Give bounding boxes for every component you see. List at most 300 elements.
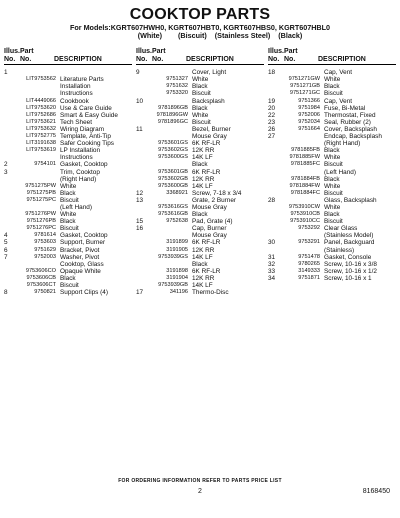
illus-number: 26 <box>268 125 276 133</box>
parts-column-1 <box>4 48 132 296</box>
part-description: Tech Sheet <box>60 118 92 126</box>
part-description: White <box>60 182 77 190</box>
part-number: 9781884FB <box>291 175 320 182</box>
part-description: Cover, Light <box>192 69 227 77</box>
part-number: 9751366 <box>298 97 320 104</box>
part-description: Cap, Vent <box>324 97 353 105</box>
illus-number <box>4 190 14 197</box>
part-number: 9751275PW <box>25 182 56 189</box>
part-description: Smart & Easy Guide <box>60 111 118 119</box>
illus-number: 9 <box>136 69 140 77</box>
illus-number <box>4 105 14 112</box>
part-description: Screw, 10-16 x 1/2 <box>324 267 377 275</box>
part-description: 14K LF <box>192 182 213 190</box>
part-description: White <box>324 154 341 162</box>
parts-rows <box>4 69 132 296</box>
illus-number: 16 <box>136 225 144 233</box>
part-row <box>268 147 396 154</box>
part-number: 9751629 <box>34 246 56 253</box>
part-description: White <box>60 211 77 219</box>
part-number: LIT9753632 <box>26 125 56 132</box>
part-description: 12K RR <box>192 246 215 254</box>
part-description: Black <box>192 260 208 268</box>
part-description: Cookbook <box>60 97 89 105</box>
part-row <box>136 289 264 296</box>
part-number <box>14 154 58 161</box>
part-number <box>278 197 322 204</box>
part-row <box>136 176 264 183</box>
part-row <box>268 239 396 246</box>
part-description: Backsplash <box>192 97 225 105</box>
part-row <box>4 76 132 83</box>
part-number <box>278 133 322 140</box>
illus-number <box>136 268 146 275</box>
part-description: Gasket, Cooktop <box>60 232 108 240</box>
illus-number: 34 <box>268 274 276 282</box>
illus-number <box>4 275 14 282</box>
part-number: 3149333 <box>298 267 320 274</box>
part-row <box>268 197 396 204</box>
part-row <box>4 268 132 275</box>
part-row <box>268 161 396 168</box>
illus-number: 28 <box>268 196 276 204</box>
part-number <box>146 69 190 76</box>
header-part: Part <box>284 48 298 55</box>
part-number <box>278 247 322 254</box>
part-number <box>14 176 58 183</box>
part-description: Black <box>192 83 208 91</box>
part-row <box>268 90 396 97</box>
part-row <box>268 218 396 225</box>
illus-number <box>4 261 14 268</box>
part-number: LIT9753562 <box>26 76 56 83</box>
part-description: Gasket, Console <box>324 253 372 261</box>
part-number: 9753603 <box>34 239 56 246</box>
illus-number <box>136 169 146 176</box>
part-row <box>4 282 132 289</box>
models-header <box>0 24 400 41</box>
illus-number <box>4 83 14 90</box>
illus-number <box>4 119 14 126</box>
part-number: 9781884FW <box>289 182 320 189</box>
illus-number <box>4 211 14 218</box>
part-number: 9753320 <box>166 90 188 97</box>
part-row <box>136 225 264 232</box>
illus-number <box>136 147 146 154</box>
part-row <box>4 239 132 246</box>
part-description: Mouse Gray <box>192 133 227 141</box>
part-row <box>136 133 264 140</box>
part-row <box>268 211 396 218</box>
illus-number: 32 <box>268 260 276 268</box>
part-description: (Right Hand) <box>324 140 361 148</box>
part-number: 9753601GS <box>158 140 188 147</box>
part-row <box>4 176 132 183</box>
part-description: Black <box>324 83 340 91</box>
illus-number <box>268 247 278 254</box>
illus-number <box>4 133 14 140</box>
illus-number <box>4 183 14 190</box>
header-illus-no: No. <box>268 55 280 63</box>
part-row <box>268 105 396 112</box>
illus-number <box>136 232 146 239</box>
part-number: 9751664 <box>298 125 320 132</box>
part-row <box>4 140 132 147</box>
part-description: Black <box>192 161 208 169</box>
part-description: Pad, Grate (4) <box>192 218 233 226</box>
part-number: 9753291 <box>298 239 320 246</box>
part-description: Washer, Pivot <box>60 253 100 261</box>
illus-number <box>4 204 14 211</box>
illus-number: 17 <box>136 289 144 297</box>
parts-rows <box>268 69 396 282</box>
part-number: 3191905 <box>166 246 188 253</box>
header-part: Part <box>20 48 34 55</box>
part-number: 9753939GB <box>158 282 188 288</box>
illus-number <box>268 176 278 183</box>
part-number: 3191898 <box>166 267 188 274</box>
illus-number <box>136 239 146 246</box>
part-row <box>4 225 132 232</box>
part-number: 9781885FB <box>291 147 320 154</box>
part-row <box>268 76 396 83</box>
illus-number <box>268 218 278 225</box>
illus-number <box>268 76 278 83</box>
part-number: 9750821 <box>34 289 56 296</box>
part-row <box>268 247 396 254</box>
part-number: 9753600GB <box>158 182 188 189</box>
part-description: LP Installation <box>60 147 101 155</box>
illus-number <box>268 83 278 90</box>
part-description: Grate, 2 Burner <box>192 196 237 204</box>
part-row <box>136 161 264 168</box>
part-number <box>14 261 58 268</box>
illus-number <box>136 154 146 161</box>
illus-number <box>136 261 146 268</box>
part-number: 9781896GB <box>158 104 188 111</box>
part-number: 9781885FW <box>289 154 320 161</box>
part-description: (Right Hand) <box>60 175 97 183</box>
part-description: Fuse, Bi-Metal <box>324 104 366 112</box>
part-description: White <box>192 76 209 84</box>
part-number: LIT4449066 <box>26 97 56 104</box>
part-description: Biscuit <box>324 161 343 169</box>
part-description: White <box>192 111 209 119</box>
part-row <box>268 169 396 176</box>
part-number: 9751275PC <box>26 196 56 203</box>
header-illus-no: No. <box>4 55 16 63</box>
part-row <box>136 190 264 197</box>
illus-number: 20 <box>268 104 276 112</box>
part-description: Use & Care Guide <box>60 104 112 112</box>
part-number: 341196 <box>169 289 188 296</box>
illus-number <box>268 190 278 197</box>
part-description: Glass, Backsplash <box>324 196 377 204</box>
part-description: Instructions <box>60 154 93 162</box>
part-row <box>4 211 132 218</box>
part-row <box>136 268 264 275</box>
part-row <box>136 239 264 246</box>
part-row <box>136 112 264 119</box>
part-description: Biscuit <box>60 282 79 289</box>
part-description: Thermostat, Fixed <box>324 111 376 119</box>
illus-number: 22 <box>268 111 276 119</box>
illus-number: 33 <box>268 267 276 275</box>
part-row <box>136 154 264 161</box>
part-number: 9753606CO <box>25 267 56 274</box>
part-description: Gasket, Cooktop <box>60 161 108 169</box>
part-number <box>278 232 322 239</box>
illus-number: 10 <box>136 97 144 105</box>
part-number: 9753601GB <box>158 168 188 175</box>
part-row <box>268 154 396 161</box>
part-description: Black <box>192 211 208 219</box>
parts-rows <box>136 69 264 296</box>
illus-number: 23 <box>268 118 276 126</box>
illus-number: 4 <box>4 232 8 240</box>
part-row <box>136 275 264 282</box>
part-description: Black <box>324 211 340 219</box>
part-number: 9751632 <box>166 83 188 90</box>
illus-number: 2 <box>4 161 8 169</box>
part-description: Instructions <box>60 90 93 98</box>
part-number: 9781896GW <box>156 111 188 118</box>
part-number: 9781885FC <box>290 161 320 168</box>
part-row <box>136 140 264 147</box>
parts-column-2 <box>136 48 264 296</box>
part-description: Endcap, Backsplash <box>324 133 382 141</box>
illus-number <box>4 225 14 232</box>
header-part-no: No. <box>284 55 296 63</box>
part-number <box>14 69 58 76</box>
header-rule <box>268 64 396 65</box>
part-number: 9753616GB <box>158 211 188 218</box>
part-row <box>268 69 396 76</box>
illus-number <box>4 147 14 154</box>
part-number <box>146 133 190 140</box>
part-number: 9781896GC <box>157 118 188 125</box>
part-description: Biscuit <box>192 118 211 126</box>
header-part-no: No. <box>20 55 32 63</box>
part-description: (Stainless Model) <box>324 232 374 240</box>
part-number: 9751276PB <box>26 218 56 225</box>
part-description: Black <box>60 274 76 282</box>
part-row <box>268 133 396 140</box>
part-number: 9753939GS <box>158 253 188 260</box>
part-row <box>136 183 264 190</box>
part-description <box>58 69 132 76</box>
part-number: 9751271GB <box>290 83 320 90</box>
part-number <box>146 261 190 268</box>
part-number: 9751276PC <box>26 225 56 232</box>
part-row <box>4 183 132 190</box>
part-row <box>4 98 132 105</box>
part-description: Opaque White <box>60 267 101 275</box>
illus-number: 1 <box>4 69 8 77</box>
part-description: Mouse Gray <box>192 203 227 211</box>
part-number: 9751327 <box>166 76 188 83</box>
part-number: 9753910CC <box>290 218 320 225</box>
part-row <box>4 112 132 119</box>
illus-number: 13 <box>136 196 144 204</box>
ordering-footer: FOR ORDERING INFORMATION REFER TO PARTS PRICE LIST <box>118 478 282 484</box>
part-row <box>4 204 132 211</box>
part-number <box>14 90 58 97</box>
part-row <box>136 282 264 289</box>
part-number: 9751871 <box>298 274 320 281</box>
part-row <box>4 161 132 168</box>
part-description: 12K RR <box>192 274 215 282</box>
part-row <box>136 119 264 126</box>
part-row <box>4 197 132 204</box>
illus-number <box>4 197 14 204</box>
part-description: Trim, Cooktop <box>60 168 100 176</box>
part-row <box>4 105 132 112</box>
header-description: DESCRIPTION <box>54 55 102 63</box>
part-row <box>4 169 132 176</box>
part-description: Biscuit <box>60 196 79 204</box>
header-part: Part <box>152 48 166 55</box>
part-description: Biscuit <box>192 90 211 98</box>
part-description: Thermo-Disc <box>192 289 229 297</box>
part-description: 6K RF-LR <box>192 168 221 176</box>
illus-number <box>136 133 146 140</box>
document-number: 8168450 <box>362 488 390 495</box>
part-number: 9751275PB <box>26 189 56 196</box>
part-description: Biscuit <box>324 218 343 226</box>
illus-number: 18 <box>268 69 276 77</box>
part-number: 9751271GW <box>288 76 320 83</box>
header-illus: Illus. <box>136 48 152 55</box>
part-description: Screw, 10-16 x 3/8 <box>324 260 377 268</box>
illus-number <box>4 98 14 105</box>
part-number <box>146 161 190 168</box>
part-row <box>4 261 132 268</box>
part-number <box>14 169 58 176</box>
part-row <box>268 119 396 126</box>
part-description: (Left Hand) <box>324 168 356 176</box>
part-number: 9753606CT <box>26 282 56 288</box>
illus-number <box>136 83 146 90</box>
illus-number <box>268 154 278 161</box>
part-description: Installation <box>60 83 91 91</box>
part-description: Bezel, Burner <box>192 125 231 133</box>
part-row <box>136 197 264 204</box>
part-row <box>136 169 264 176</box>
illus-number <box>268 90 278 97</box>
part-row <box>4 289 132 296</box>
part-row <box>136 105 264 112</box>
part-description: White <box>324 203 341 211</box>
part-description: Black <box>60 218 76 226</box>
illus-number <box>4 218 14 225</box>
part-description: Safer Cooking Tips <box>60 140 114 148</box>
illus-number <box>136 76 146 83</box>
part-description: (Stainless) <box>324 246 355 254</box>
part-row <box>268 204 396 211</box>
part-number: 9751478 <box>298 253 320 260</box>
part-number <box>146 126 190 133</box>
part-row <box>268 232 396 239</box>
part-row <box>4 83 132 90</box>
part-row <box>4 190 132 197</box>
illus-number <box>268 147 278 154</box>
illus-number <box>136 105 146 112</box>
illus-number <box>136 183 146 190</box>
illus-number <box>136 254 146 261</box>
illus-number: 6 <box>4 246 8 254</box>
part-number: 9753292 <box>298 225 320 232</box>
part-description: Mouse Gray <box>192 232 227 240</box>
part-description: Clear Glass <box>324 225 358 233</box>
part-row <box>136 254 264 261</box>
illus-number <box>136 204 146 211</box>
illus-number: 12 <box>136 189 144 197</box>
part-description: 14K LF <box>192 154 213 162</box>
part-number: 9753910CB <box>290 211 320 218</box>
part-number: LIT3191638 <box>26 140 56 147</box>
part-row <box>4 254 132 261</box>
illus-number <box>136 176 146 183</box>
part-number: 9752034 <box>298 118 320 125</box>
part-row <box>268 98 396 105</box>
part-row <box>136 204 264 211</box>
illus-number: 5 <box>4 239 8 247</box>
part-description: Black <box>60 189 76 197</box>
parts-column-3 <box>268 48 396 282</box>
part-description: Black <box>192 104 208 112</box>
illus-number <box>136 211 146 218</box>
illus-number <box>136 112 146 119</box>
header-description: DESCRIPTION <box>318 55 366 63</box>
illus-number <box>4 112 14 119</box>
part-number: LIT9752686 <box>26 111 56 118</box>
page-number: 2 <box>198 488 202 495</box>
part-row <box>136 232 264 239</box>
part-description: White <box>324 76 341 84</box>
part-number: 9751276PW <box>25 211 56 218</box>
part-row <box>136 147 264 154</box>
illus-number <box>268 211 278 218</box>
models-line: For Models:KGRT607HWH0, KGRT607HBT0, KGRT607HBS0, KGRT607HBL0 <box>70 23 330 32</box>
illus-number <box>136 282 146 289</box>
part-number: 9751271GC <box>289 90 320 97</box>
part-row <box>4 218 132 225</box>
part-description: Template, Anti-Tip <box>60 133 111 141</box>
header-illus-no: No. <box>136 55 148 63</box>
part-description: Black <box>324 175 340 183</box>
illus-number <box>268 169 278 176</box>
part-row <box>4 119 132 126</box>
part-row <box>268 126 396 133</box>
part-description: Cap, Vent <box>324 69 353 77</box>
illus-number: 7 <box>4 253 8 261</box>
part-number: 9753606CB <box>26 274 56 281</box>
part-row <box>268 268 396 275</box>
illus-number: 31 <box>268 253 276 261</box>
illus-number <box>136 119 146 126</box>
part-row <box>268 112 396 119</box>
part-description: Biscuit <box>324 90 343 98</box>
illus-number <box>268 161 278 168</box>
part-description: Cover, Backsplash <box>324 125 377 133</box>
part-row <box>136 83 264 90</box>
part-description: Support, Burner <box>60 239 106 247</box>
part-description: Screw, 10-16 x 1 <box>324 274 372 282</box>
illus-number <box>136 161 146 168</box>
part-number <box>278 69 322 76</box>
part-description: 12K RR <box>192 147 215 155</box>
